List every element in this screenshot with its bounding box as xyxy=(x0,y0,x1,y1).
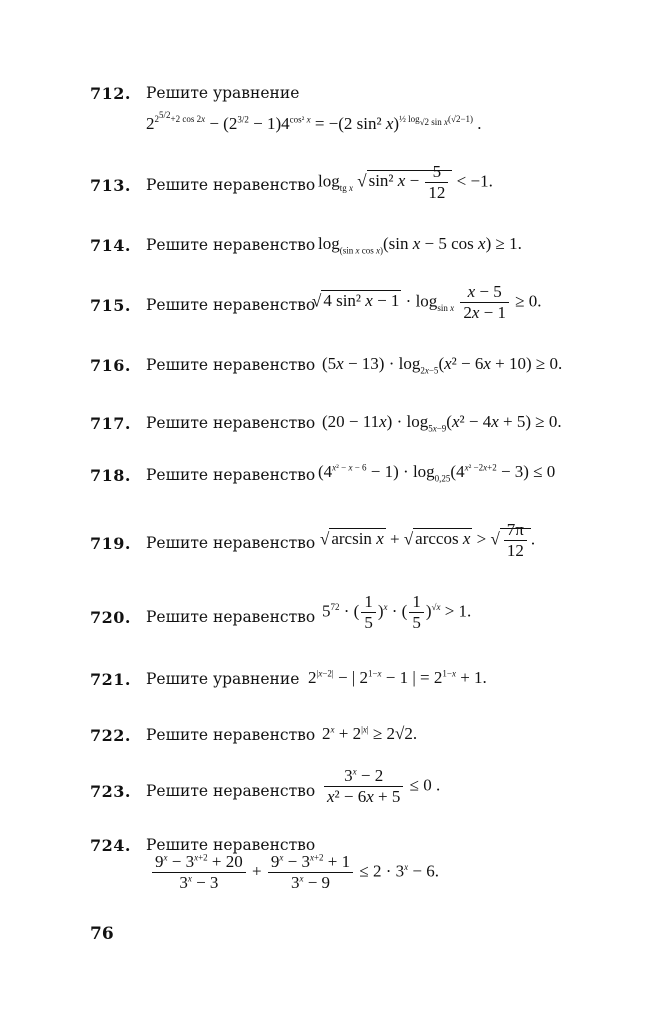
formula: $(20 - 11x) \cdot \log_{5x-9}(x^2 - 4x + 5) \ge 0$. xyxy=(322,412,562,434)
formula: $\frac{3^x - 2}{\text{x² − 6x + 5}}$ ≤ 0 . xyxy=(322,766,440,807)
problem-number: 717. xyxy=(90,414,131,433)
formula: $\log_{tg x}$ √ sin² x − $\frac{5}{12}$ < −1. xyxy=(318,162,493,202)
problem-label: Решите неравенство xyxy=(146,296,316,314)
page-number: 76 xyxy=(90,924,114,944)
formula: $\log_{(sin x cos x)}(\sin$ x − 5 cos x) ≥ 1. xyxy=(318,234,522,256)
problem-number: 723. xyxy=(90,782,131,801)
formula: $5^{72}$ · ( $\frac{1}{5}$ )$^x$ · ( $\frac{1}{5}$ )$^{√x}$ > 1. xyxy=(322,592,472,632)
problem-label: Решите уравнение xyxy=(146,84,300,102)
problem-label: Решите неравенство xyxy=(146,782,316,800)
problem-number: 724. xyxy=(90,836,131,855)
problem-label: Решите неравенство xyxy=(146,356,316,374)
formula: $(5x - 13) \cdot \log_{2x-5}(x^2 - 6x + 10) \ge 0$. xyxy=(322,354,563,376)
problem-number: 721. xyxy=(90,670,131,689)
problem-label: Решите неравенство xyxy=(146,414,316,432)
problem-label: Решите неравенство xyxy=(146,608,316,626)
problem-number: 714. xyxy=(90,236,131,255)
problem-label: Решите неравенство xyxy=(146,466,316,484)
problem-number: 718. xyxy=(90,466,131,485)
problem-label: Решите неравенство xyxy=(146,176,316,194)
problem-number: 713. xyxy=(90,176,131,195)
problem-number: 720. xyxy=(90,608,131,627)
formula: $2^{|x-2|}$ − | $2^{1-x} - 1$ | = $2^{1-x} + 1$. xyxy=(308,668,487,687)
problem-label: Решите неравенство xyxy=(146,236,316,254)
problem-number: 716. xyxy=(90,356,131,375)
problem-label: Решите неравенство xyxy=(146,534,316,552)
problem-label: Решите неравенство xyxy=(146,836,316,854)
problem-label: Решите неравенство xyxy=(146,726,316,744)
problem-number: 722. xyxy=(90,726,131,745)
problem-number: 715. xyxy=(90,296,131,315)
formula: $(4^{x^2 - x - 6} - 1) \cdot \log_{0,25}(4^{x^2 -2x+2} - 3) \le 0$ xyxy=(318,462,556,484)
problem-number: 712. xyxy=(90,84,131,103)
formula: $2^{2^{5/2}+2 cos 2x} - (2^{3/2} - 1)4^{cos^2 x} = -(2$ sin² x)$^{\frac{1}{2} log_{√2 sin x}(√2-1)}$ . xyxy=(146,110,482,133)
problem-number: 719. xyxy=(90,534,131,553)
formula: $\frac{9^x - 3^{x+2} + 20}{3^x - 3}$ + $\frac{9^x - 3^{x+2} + 1}{3^x - 9}$ ≤ $2 \cdot 3^x - 6$. xyxy=(150,852,439,893)
formula: $2^x + 2^{|x|} \ge 2√2$. xyxy=(322,724,418,743)
formula: √ arcsin x + √ arccos x > √ $\frac{7\pi}{12}$ . xyxy=(320,520,536,560)
formula: √ 4 sin² $x - 1 \cdot \log_{sin x}$ $\frac{x - 5}{2x - 1}$ ≥ 0. xyxy=(312,282,542,322)
problem-label: Решите уравнение xyxy=(146,670,300,688)
